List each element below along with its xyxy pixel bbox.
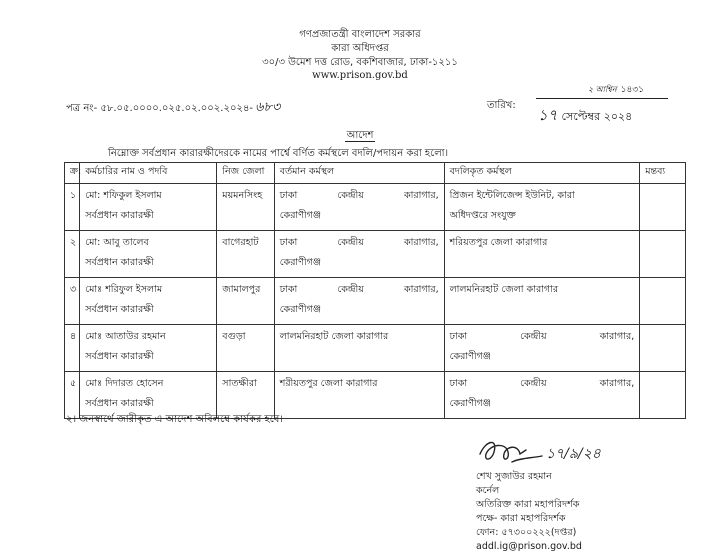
- employee-designation: সর্বপ্রধান কারারক্ষী: [85, 210, 154, 221]
- cell-home-district: বাগেরহাট: [217, 231, 274, 278]
- signatory-on-behalf: পক্ষে- কারা মহাপরিদর্শক: [476, 513, 566, 524]
- transfer-station-line2: কেরাণীগঞ্জ: [449, 398, 491, 409]
- header-current-station: বর্তমান কর্মস্থল: [274, 163, 444, 184]
- cell-home-district: ময়মনসিংহ: [217, 184, 274, 231]
- order-intro: নিম্নোক্ত সর্বপ্রধান কারারক্ষীদেরকে নামের পার্শ্বে বর্ণিত কর্মস্থলে বদলি/পদায়ন করা হলো।: [108, 148, 449, 159]
- signatory-rank: কর্নেল: [476, 485, 500, 496]
- cell-transfer-station: [444, 372, 640, 419]
- cell-name-designation: [80, 325, 217, 372]
- cell-current-station: [274, 184, 444, 231]
- cell-current-station: [274, 231, 444, 278]
- cell-home-district: জামালপুর: [217, 278, 274, 325]
- cell-remarks: [640, 184, 686, 231]
- transfer-station-line2: অধিদপ্তরে সংযুক্ত: [449, 210, 516, 221]
- cell-current-station: [274, 372, 444, 419]
- cell-name-designation: [80, 184, 217, 231]
- government-name: গণপ্রজাতন্ত্রী বাংলাদেশ সরকার: [299, 29, 421, 40]
- cell-current-station: [274, 278, 444, 325]
- current-station-line1: ঢাকা কেন্দ্রীয় কারাগার,: [279, 237, 439, 248]
- handwritten-signature: [476, 432, 601, 472]
- memo-number-value: ৫৮.০৫.০০০০.০২৫.০২.০০২.২০২৪-: [100, 103, 254, 114]
- gregorian-month-year: সেপ্টেম্বর ২০২৪: [561, 110, 633, 123]
- table-row: [65, 184, 686, 231]
- current-station-line1: ঢাকা কেন্দ্রীয় কারাগার,: [279, 190, 439, 201]
- table-row: [65, 278, 686, 325]
- transfer-station-line2: কেরাণীগঞ্জ: [449, 351, 491, 362]
- date-divider: [536, 98, 668, 99]
- cell-current-station: [274, 325, 444, 372]
- bangla-year: ১৪৩১: [620, 85, 644, 95]
- cell-transfer-station: [444, 325, 640, 372]
- cell-remarks: [640, 278, 686, 325]
- employee-designation: সর্বপ্রধান কারারক্ষী: [85, 257, 154, 268]
- header-home-district: নিজ জেলা: [217, 163, 274, 184]
- transfer-station-line1: ঢাকা কেন্দ্রীয় কারাগার,: [449, 378, 635, 389]
- signatory-block: [476, 470, 582, 554]
- transfer-table: [64, 162, 686, 419]
- cell-transfer-station: [444, 184, 640, 231]
- cell-serial: ৪: [65, 325, 80, 372]
- employee-designation: সর্বপ্রধান কারারক্ষী: [85, 398, 154, 409]
- current-station-line2: কেরাণীগঞ্জ: [279, 257, 321, 268]
- header-transfer-station: বদলিকৃত কর্মস্থল: [444, 163, 640, 184]
- cell-home-district: বগুড়া: [217, 325, 274, 372]
- signature-date-handwritten: ১৭/৯/২৪: [546, 446, 601, 462]
- bangla-date: [588, 82, 644, 97]
- gregorian-date: [538, 104, 632, 129]
- cell-remarks: [640, 325, 686, 372]
- order-title: [0, 128, 720, 145]
- header-serial: ক্র:: [65, 163, 80, 184]
- cell-remarks: [640, 372, 686, 419]
- current-station-line1: ঢাকা কেন্দ্রীয় কারাগার,: [279, 284, 439, 295]
- signature-scribble-icon: [476, 432, 546, 470]
- office-address: ৩০/৩ উমেশ দত্ত রোড, বকশিবাজার, ঢাকা-১২১১: [262, 57, 458, 68]
- memo-number: [66, 98, 280, 119]
- current-station-line1: লালমনিরহাট জেলা কারাগার: [279, 331, 389, 342]
- memo-number-label: পত্র নং-: [66, 103, 98, 114]
- transfer-station-line1: শরিয়তপুর জেলা কারাগার: [449, 237, 548, 248]
- date-label: তারিখ:: [487, 100, 516, 111]
- employee-name: মো: শফিকুল ইসলাম: [85, 190, 162, 201]
- table-row: [65, 231, 686, 278]
- table-row: [65, 325, 686, 372]
- employee-name: মো: আবু তালেব: [85, 237, 149, 248]
- date-block: [536, 82, 668, 126]
- department-name: কারা অধিদপ্তর: [331, 43, 389, 54]
- gregorian-day-handwritten: ১৭: [538, 106, 558, 124]
- signatory-title: অতিরিক্ত কারা মহাপরিদর্শক: [476, 499, 580, 510]
- employee-name: মোঃ আতাউর রহমান: [85, 331, 166, 342]
- signatory-email[interactable]: addl.ig@prison.gov.bd: [476, 541, 582, 552]
- employee-name: মোঃ দিদারত হোসেন: [85, 378, 164, 389]
- header-remarks: মন্তব্য: [640, 163, 686, 184]
- closing-clause: ২। জনস্বার্থে জারীকৃত এ আদেশ অবিলম্বে কার্যকর হবে।: [66, 414, 283, 425]
- cell-serial: ৫: [65, 372, 80, 419]
- cell-transfer-station: [444, 231, 640, 278]
- current-station-line2: কেরাণীগঞ্জ: [279, 304, 321, 315]
- cell-home-district: সাতক্ষীরা: [217, 372, 274, 419]
- cell-serial: ২: [65, 231, 80, 278]
- current-station-line2: কেরাণীগঞ্জ: [279, 210, 321, 221]
- transfer-station-line1: ঢাকা কেন্দ্রীয় কারাগার,: [449, 331, 635, 342]
- cell-name-designation: [80, 231, 217, 278]
- signatory-phone: ফোন: ৫৭৩০০২২২(দপ্তর): [476, 527, 577, 538]
- cell-serial: ১: [65, 184, 80, 231]
- employee-designation: সর্বপ্রধান কারারক্ষী: [85, 351, 154, 362]
- cell-remarks: [640, 231, 686, 278]
- header-name-designation: কর্মচারির নাম ও পদবি: [80, 163, 217, 184]
- table-header-row: [65, 163, 686, 184]
- bangla-date-handwritten: ২ আশ্বিন: [587, 85, 617, 94]
- order-title-text: আদেশ: [346, 130, 374, 141]
- website-link[interactable]: www.prison.gov.bd: [312, 70, 408, 81]
- transfer-station-line1: প্রিজন ইন্টেলিজেন্স ইউনিট, কারা: [449, 190, 575, 201]
- current-station-line1: শরীয়তপুর জেলা কারাগার: [279, 378, 378, 389]
- memo-handwritten-number: ৬৮৩: [255, 100, 281, 115]
- cell-name-designation: [80, 278, 217, 325]
- cell-transfer-station: [444, 278, 640, 325]
- signatory-name: শেখ সুজাউর রহমান: [476, 471, 552, 482]
- cell-serial: ৩: [65, 278, 80, 325]
- employee-name: মোঃ শরিফুল ইসলাম: [85, 284, 163, 295]
- transfer-station-line1: লালমনিরহাট জেলা কারাগার: [449, 284, 559, 295]
- employee-designation: সর্বপ্রধান কারারক্ষী: [85, 304, 154, 315]
